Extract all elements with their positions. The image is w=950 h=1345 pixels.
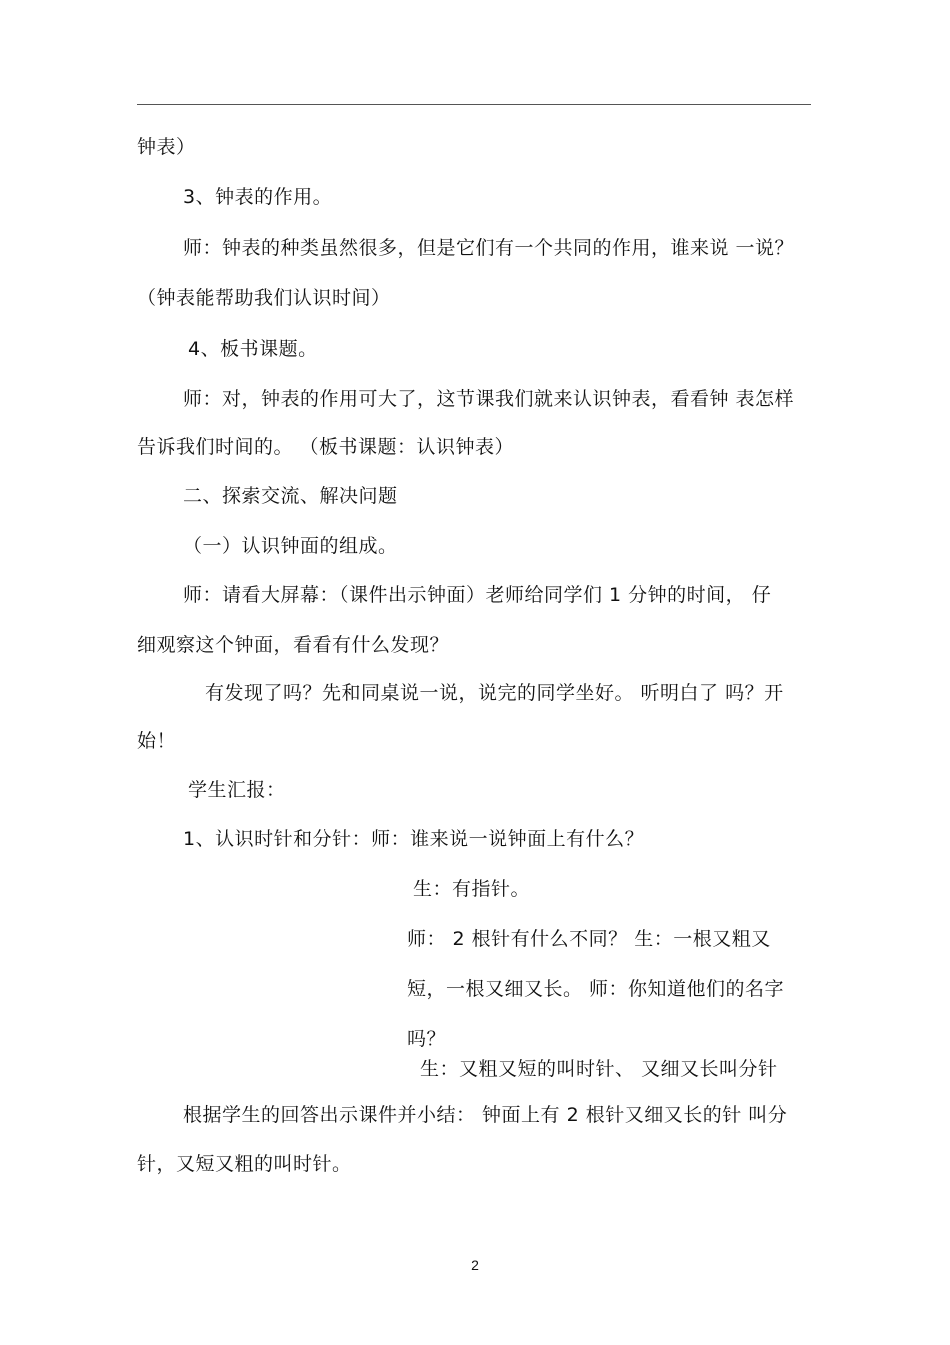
text-line: 短，一根又细又长。 师：你知道他们的名字 [407,978,785,1000]
text-line: 针，又短又粗的叫时针。 [137,1153,352,1175]
text-line: 吗？ [407,1028,447,1050]
text-line: 生：又粗又短的叫时针、 又细又长叫分针 [420,1058,778,1080]
text-line: 钟表） [137,136,196,158]
page-number: 2 [471,1257,479,1273]
text-line: 4、板书课题。 [188,338,318,360]
subsection-heading: （一）认识钟面的组成。 [183,535,398,557]
text-line: 师： 2 根针有什么不同？ 生：一根又粗又 [407,928,771,950]
text-line: 1、认识时针和分针：师：谁来说一说钟面上有什么？ [183,828,645,850]
text-line: 学生汇报： [188,779,286,801]
text-line: 师：请看大屏幕：（课件出示钟面）老师给同学们 1 分钟的时间， 仔 [183,584,772,606]
header-rule [137,104,811,105]
text-line: 师：对，钟表的作用可大了，这节课我们就来认识钟表，看看钟 表怎样 [183,388,795,410]
text-line: 告诉我们时间的。 （板书课题：认识钟表） [137,436,515,458]
text-line: 有发现了吗？先和同桌说一说，说完的同学坐好。 听明白了 吗？开 [205,682,784,704]
text-line: 始！ [137,730,177,752]
text-line: 细观察这个钟面，看看有什么发现？ [137,634,450,656]
text-line: 3、钟表的作用。 [183,186,333,208]
text-line: （钟表能帮助我们认识时间） [137,287,391,309]
text-line: 师：钟表的种类虽然很多，但是它们有一个共同的作用，谁来说 一说？ [183,237,795,259]
text-line: 根据学生的回答出示课件并小结： 钟面上有 2 根针又细又长的针 叫分 [183,1104,788,1126]
section-heading: 二、探索交流、解决问题 [183,485,398,507]
text-line: 生：有指针。 [413,878,531,900]
